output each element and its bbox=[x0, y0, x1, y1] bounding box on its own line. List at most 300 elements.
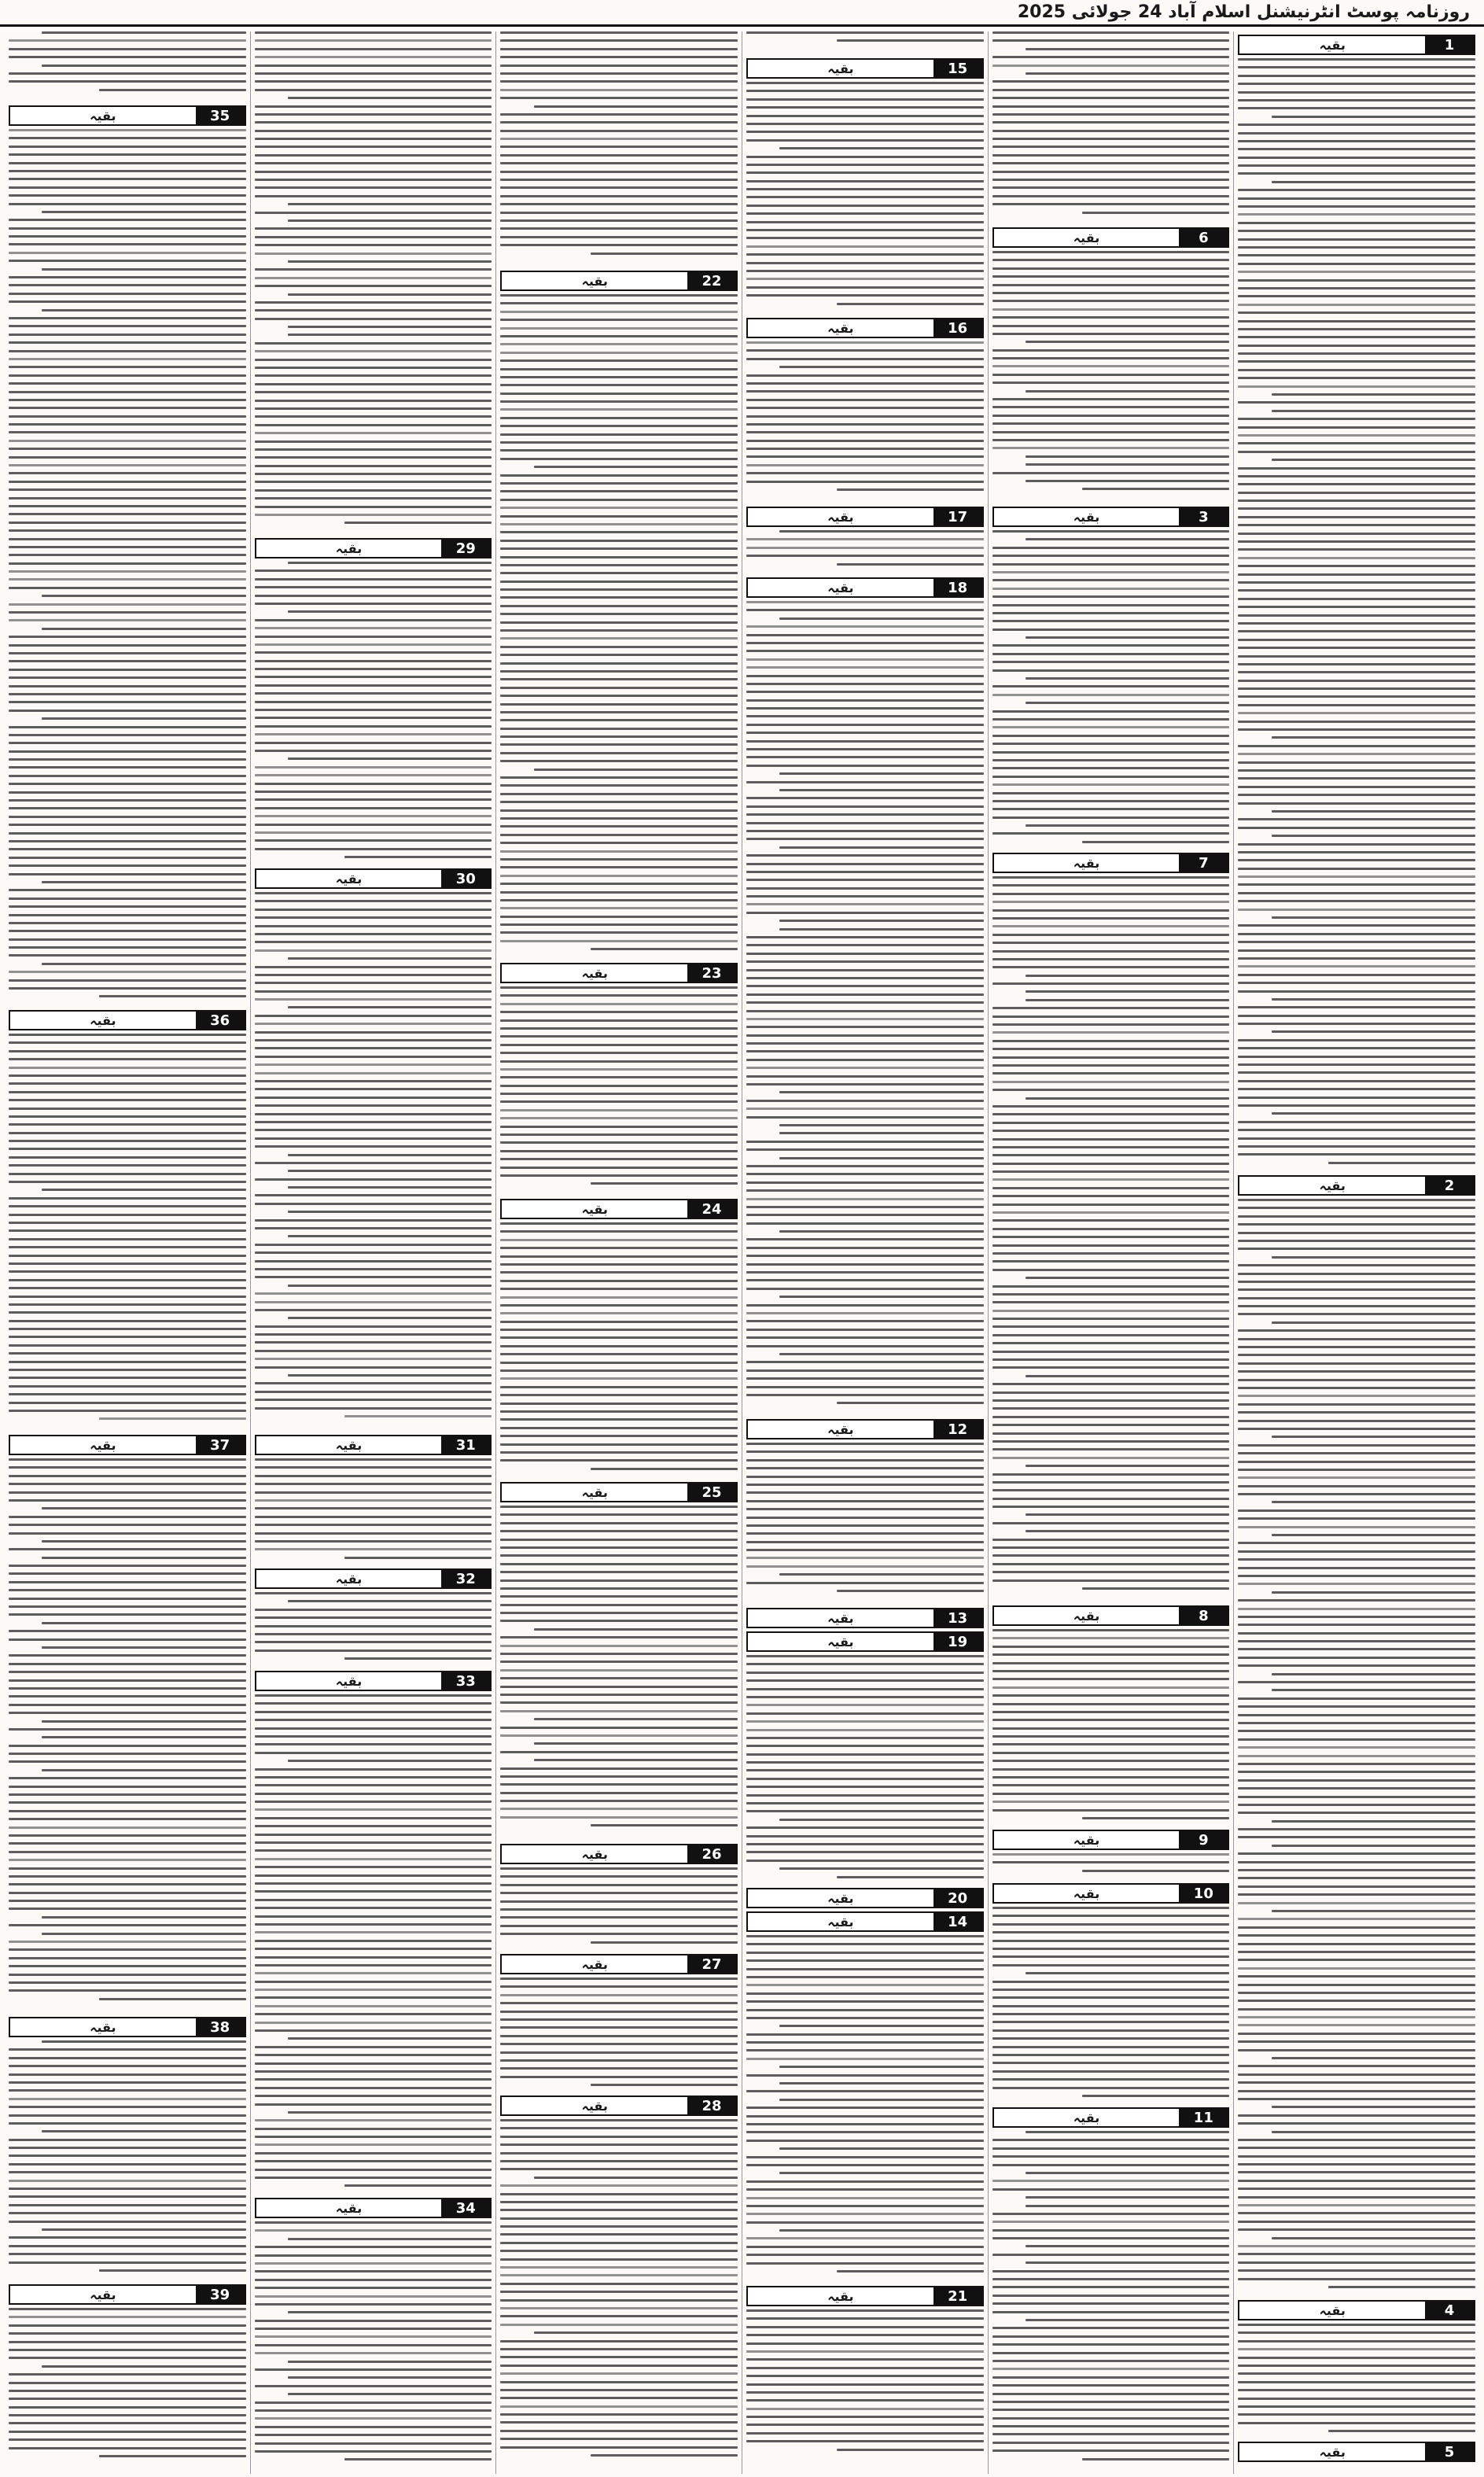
column-3 bbox=[742, 31, 988, 2474]
text-line bbox=[255, 1940, 492, 1942]
text-line bbox=[9, 382, 246, 385]
text-line bbox=[746, 2049, 984, 2051]
text-line bbox=[992, 1244, 1230, 1247]
text-line bbox=[500, 629, 738, 632]
text-line bbox=[255, 1333, 492, 1336]
text-line bbox=[779, 2172, 983, 2174]
text-line bbox=[9, 1941, 246, 1943]
article-text-4-2 bbox=[255, 892, 492, 1432]
text-line bbox=[992, 934, 1230, 936]
text-line bbox=[500, 186, 738, 189]
article-text-4-end bbox=[255, 2221, 492, 2470]
text-line bbox=[344, 1657, 492, 1660]
article-text-0-3 bbox=[1238, 2324, 1475, 2438]
text-line bbox=[255, 1882, 492, 1885]
text-line bbox=[992, 1236, 1230, 1238]
text-line bbox=[992, 2013, 1230, 2015]
text-line bbox=[9, 1875, 246, 1878]
text-line bbox=[288, 97, 492, 99]
text-line bbox=[992, 2078, 1230, 2081]
text-line bbox=[1238, 2000, 1475, 2002]
text-line bbox=[1238, 1804, 1475, 1806]
text-line bbox=[992, 2343, 1230, 2346]
text-line bbox=[1238, 1542, 1475, 1544]
text-line bbox=[9, 1402, 246, 1404]
text-line bbox=[42, 963, 245, 965]
text-line bbox=[255, 1907, 492, 1909]
text-line bbox=[1238, 1023, 1475, 1025]
text-line bbox=[591, 252, 738, 255]
text-line bbox=[9, 954, 246, 957]
text-line bbox=[1238, 2324, 1475, 2326]
text-line bbox=[1238, 647, 1475, 649]
text-line bbox=[500, 376, 738, 378]
text-line bbox=[255, 1203, 492, 1205]
text-line bbox=[746, 1541, 984, 1543]
text-line bbox=[1238, 565, 1475, 567]
text-line bbox=[779, 920, 983, 922]
text-line bbox=[992, 2352, 1230, 2354]
text-line bbox=[1238, 1885, 1475, 1888]
article-text-2-3 bbox=[746, 31, 984, 55]
text-line bbox=[500, 154, 738, 157]
continuation-label: بقیہ bbox=[502, 1484, 687, 1501]
text-line bbox=[746, 440, 984, 442]
text-line bbox=[992, 203, 1230, 205]
text-line bbox=[500, 1800, 738, 1802]
continuation-number: 27 bbox=[687, 1955, 736, 1973]
text-line bbox=[500, 2405, 738, 2408]
text-line bbox=[500, 1900, 738, 1903]
text-line bbox=[500, 1394, 738, 1396]
text-line bbox=[9, 407, 246, 409]
text-line bbox=[255, 39, 492, 42]
text-line bbox=[1238, 1869, 1475, 1871]
text-line bbox=[9, 840, 246, 842]
text-line bbox=[255, 342, 492, 345]
text-line bbox=[255, 1483, 492, 1485]
continuation-number: 31 bbox=[441, 1436, 490, 1454]
continuation-label: بقیہ bbox=[256, 1570, 442, 1587]
text-line bbox=[746, 180, 984, 182]
text-line bbox=[746, 781, 984, 783]
text-line bbox=[746, 1255, 984, 1257]
text-line bbox=[779, 846, 983, 849]
text-line bbox=[500, 31, 738, 34]
text-line bbox=[837, 303, 984, 305]
text-line bbox=[1238, 2413, 1475, 2416]
text-line bbox=[500, 1271, 738, 1274]
text-line bbox=[746, 423, 984, 426]
text-line bbox=[1238, 507, 1475, 510]
text-line bbox=[255, 2229, 492, 2232]
text-line bbox=[1238, 352, 1475, 355]
text-line bbox=[746, 1476, 984, 1478]
text-line bbox=[992, 1678, 1230, 1680]
text-line bbox=[500, 219, 738, 222]
text-line bbox=[1238, 304, 1475, 306]
text-line bbox=[9, 1867, 246, 1870]
text-line bbox=[9, 2414, 246, 2416]
text-line bbox=[255, 1251, 492, 1254]
text-line bbox=[500, 1636, 738, 1638]
text-line bbox=[779, 530, 983, 533]
text-line bbox=[500, 2324, 738, 2326]
text-line bbox=[9, 293, 246, 295]
text-line bbox=[746, 601, 984, 603]
text-line bbox=[746, 805, 984, 808]
text-line bbox=[500, 458, 738, 460]
article-text-5-end bbox=[9, 2308, 246, 2470]
text-line bbox=[500, 1677, 738, 1679]
text-line bbox=[992, 876, 1230, 879]
text-line bbox=[42, 1540, 245, 1543]
text-line bbox=[500, 2438, 738, 2440]
text-line bbox=[992, 2062, 1230, 2064]
text-line bbox=[992, 1989, 1230, 1991]
text-line bbox=[746, 221, 984, 223]
text-line bbox=[9, 497, 246, 499]
text-line bbox=[500, 244, 738, 246]
text-line bbox=[992, 39, 1230, 42]
text-line bbox=[992, 942, 1230, 944]
text-line bbox=[9, 1605, 246, 1608]
text-line bbox=[255, 1956, 492, 1959]
text-line bbox=[9, 824, 246, 826]
continuation-badge bbox=[992, 1605, 1230, 1626]
text-line bbox=[746, 985, 984, 987]
text-line bbox=[779, 1157, 983, 1159]
text-line bbox=[1238, 941, 1475, 943]
text-line bbox=[1238, 2033, 1475, 2035]
continuation-label: بقیہ bbox=[10, 2018, 196, 2036]
text-line bbox=[9, 1336, 246, 1338]
text-line bbox=[992, 1539, 1230, 1541]
text-line bbox=[746, 830, 984, 832]
article-text-3-6 bbox=[500, 1978, 738, 2092]
text-line bbox=[746, 2424, 984, 2426]
text-line bbox=[1238, 2331, 1475, 2334]
text-line bbox=[9, 1524, 246, 1526]
text-line bbox=[9, 1965, 246, 1967]
text-line bbox=[1238, 2081, 1475, 2084]
text-line bbox=[746, 715, 984, 717]
text-line bbox=[746, 407, 984, 409]
text-line bbox=[1238, 499, 1475, 502]
text-line bbox=[9, 554, 246, 556]
text-line bbox=[42, 268, 245, 271]
text-line bbox=[746, 1050, 984, 1052]
text-line bbox=[1238, 622, 1475, 625]
text-line bbox=[1238, 1526, 1475, 1528]
text-line bbox=[9, 505, 246, 507]
text-line bbox=[255, 154, 492, 157]
article-text-1-5 bbox=[992, 1853, 1230, 1880]
text-line bbox=[1238, 581, 1475, 584]
text-line bbox=[746, 666, 984, 669]
text-line bbox=[992, 2302, 1230, 2305]
text-line bbox=[746, 1312, 984, 1314]
text-line bbox=[992, 2417, 1230, 2420]
text-line bbox=[992, 1498, 1230, 1500]
text-line bbox=[992, 1285, 1230, 1288]
text-line bbox=[1238, 475, 1475, 477]
text-line bbox=[779, 789, 983, 791]
text-line bbox=[1272, 916, 1475, 919]
text-line bbox=[9, 80, 246, 83]
text-line bbox=[255, 684, 492, 687]
text-line bbox=[1238, 2381, 1475, 2383]
text-line bbox=[992, 130, 1230, 132]
text-line bbox=[500, 1443, 738, 1446]
text-line bbox=[746, 2107, 984, 2109]
text-line bbox=[1238, 1943, 1475, 1945]
text-line bbox=[9, 1229, 246, 1232]
text-line bbox=[992, 909, 1230, 912]
text-line bbox=[746, 139, 984, 142]
text-line bbox=[992, 2180, 1230, 2182]
text-line bbox=[746, 253, 984, 256]
text-line bbox=[746, 294, 984, 297]
text-line bbox=[9, 2114, 246, 2117]
text-line bbox=[1238, 761, 1475, 764]
continuation-badge bbox=[500, 1954, 738, 1974]
continuation-badge bbox=[746, 577, 984, 598]
text-line bbox=[1238, 2122, 1475, 2125]
text-line bbox=[500, 1775, 738, 1778]
text-line bbox=[500, 907, 738, 909]
text-line bbox=[255, 1121, 492, 1123]
text-line bbox=[9, 56, 246, 58]
text-line bbox=[746, 1361, 984, 1363]
text-line bbox=[9, 1328, 246, 1330]
text-line bbox=[255, 1524, 492, 1526]
text-line bbox=[746, 1851, 984, 1853]
text-line bbox=[992, 726, 1230, 728]
text-line bbox=[992, 56, 1230, 58]
text-line bbox=[1238, 1624, 1475, 1626]
text-line bbox=[255, 1491, 492, 1494]
text-line bbox=[1238, 1755, 1475, 1757]
text-line bbox=[1238, 2065, 1475, 2067]
text-line bbox=[9, 350, 246, 352]
text-line bbox=[9, 1786, 246, 1788]
text-line bbox=[1026, 2319, 1229, 2321]
text-line bbox=[500, 2225, 738, 2228]
text-line bbox=[9, 1041, 246, 1044]
text-line bbox=[746, 887, 984, 890]
text-line bbox=[255, 1268, 492, 1270]
text-line bbox=[1238, 875, 1475, 878]
text-line bbox=[1238, 1836, 1475, 1838]
text-line bbox=[9, 1344, 246, 1347]
text-line bbox=[255, 1825, 492, 1827]
text-line bbox=[255, 2320, 492, 2322]
text-line bbox=[746, 1524, 984, 1527]
text-line bbox=[992, 1752, 1230, 1754]
text-line bbox=[9, 2188, 246, 2190]
text-line bbox=[746, 188, 984, 190]
continuation-label: بقیہ bbox=[1239, 36, 1425, 53]
text-line bbox=[746, 1263, 984, 1266]
text-line bbox=[992, 1853, 1230, 1856]
text-line bbox=[500, 2076, 738, 2078]
text-line bbox=[9, 358, 246, 360]
text-line bbox=[746, 1345, 984, 1347]
text-line bbox=[746, 1663, 984, 1665]
text-line bbox=[746, 1992, 984, 1995]
text-line bbox=[9, 1613, 246, 1616]
text-line bbox=[992, 1579, 1230, 1582]
text-line bbox=[500, 1403, 738, 1405]
text-line bbox=[9, 2212, 246, 2214]
text-line bbox=[746, 2342, 984, 2345]
text-line bbox=[255, 277, 492, 279]
text-line bbox=[9, 669, 246, 671]
text-line bbox=[500, 1701, 738, 1704]
text-line bbox=[9, 1753, 246, 1755]
text-line bbox=[255, 1874, 492, 1877]
text-line bbox=[288, 1285, 492, 1287]
text-line bbox=[9, 1123, 246, 1126]
text-line bbox=[9, 2357, 246, 2359]
text-line bbox=[992, 1351, 1230, 1353]
text-line bbox=[992, 1081, 1230, 1083]
text-line bbox=[9, 1148, 246, 1150]
text-line bbox=[992, 1072, 1230, 1074]
text-line bbox=[1238, 630, 1475, 632]
text-line bbox=[255, 31, 492, 34]
text-line bbox=[746, 699, 984, 702]
text-line bbox=[746, 1001, 984, 1004]
text-line bbox=[1238, 1705, 1475, 1708]
text-line bbox=[9, 1082, 246, 1085]
text-line bbox=[9, 2406, 246, 2409]
text-line bbox=[255, 301, 492, 304]
text-line bbox=[746, 2408, 984, 2410]
text-line bbox=[255, 725, 492, 728]
continuation-badge bbox=[746, 58, 984, 79]
text-line bbox=[255, 1475, 492, 1477]
text-line bbox=[255, 1948, 492, 1950]
text-line bbox=[9, 203, 246, 205]
text-line bbox=[9, 1238, 246, 1240]
text-line bbox=[1238, 2049, 1475, 2051]
text-line bbox=[992, 431, 1230, 433]
text-line bbox=[746, 813, 984, 816]
text-line bbox=[1238, 1104, 1475, 1107]
text-line bbox=[9, 734, 246, 736]
text-line bbox=[255, 990, 492, 993]
text-line bbox=[1238, 982, 1475, 984]
text-line bbox=[500, 809, 738, 812]
text-line bbox=[255, 252, 492, 255]
text-line bbox=[746, 993, 984, 996]
text-line bbox=[255, 506, 492, 508]
continuation-badge bbox=[9, 1435, 246, 1455]
text-line bbox=[746, 90, 984, 92]
text-line bbox=[500, 65, 738, 67]
text-line bbox=[1238, 132, 1475, 135]
column-2 bbox=[988, 31, 1234, 2474]
text-line bbox=[500, 2397, 738, 2399]
text-line bbox=[9, 1745, 246, 1747]
text-line bbox=[255, 1219, 492, 1222]
text-line bbox=[1238, 909, 1475, 911]
text-line bbox=[746, 2334, 984, 2336]
text-line bbox=[500, 1867, 738, 1870]
text-line bbox=[746, 1704, 984, 1706]
continuation-badge bbox=[9, 2017, 246, 2037]
text-line bbox=[746, 1271, 984, 1274]
text-line bbox=[1328, 1162, 1475, 1164]
article-text-2-0 bbox=[746, 601, 984, 1416]
text-line bbox=[992, 2433, 1230, 2435]
text-line bbox=[255, 2279, 492, 2281]
text-line bbox=[992, 138, 1230, 140]
text-line bbox=[500, 130, 738, 132]
text-line bbox=[992, 398, 1230, 400]
text-line bbox=[992, 422, 1230, 425]
text-line bbox=[746, 382, 984, 385]
text-line bbox=[1272, 1534, 1475, 1536]
text-line bbox=[746, 1042, 984, 1045]
text-line bbox=[746, 895, 984, 898]
text-line bbox=[9, 938, 246, 941]
continuation-label: بقیہ bbox=[748, 60, 933, 77]
text-line bbox=[746, 936, 984, 938]
text-line bbox=[534, 769, 738, 771]
text-line bbox=[255, 2078, 492, 2081]
text-line bbox=[255, 130, 492, 132]
text-line bbox=[255, 1516, 492, 1518]
text-line bbox=[288, 326, 492, 328]
text-line bbox=[255, 1641, 492, 1643]
text-line bbox=[9, 676, 246, 679]
text-line bbox=[746, 415, 984, 418]
text-line bbox=[500, 2372, 738, 2375]
text-line bbox=[500, 1239, 738, 1241]
text-line bbox=[500, 2184, 738, 2187]
text-line bbox=[500, 1247, 738, 1249]
text-line bbox=[746, 1083, 984, 1086]
text-line bbox=[1238, 2340, 1475, 2342]
text-line bbox=[9, 464, 246, 466]
text-line bbox=[500, 1451, 738, 1454]
text-line bbox=[9, 48, 246, 50]
text-line bbox=[255, 432, 492, 434]
text-line bbox=[500, 1019, 738, 1022]
text-line bbox=[9, 1156, 246, 1159]
continuation-label: بقیہ bbox=[748, 1913, 933, 1930]
text-line bbox=[1238, 2212, 1475, 2214]
text-line bbox=[9, 1981, 246, 1984]
text-line bbox=[500, 1076, 738, 1078]
text-line bbox=[9, 2253, 246, 2255]
text-line bbox=[9, 1287, 246, 1289]
continuation-badge bbox=[1238, 35, 1475, 55]
text-line bbox=[500, 646, 738, 648]
text-line bbox=[500, 850, 738, 853]
text-line bbox=[500, 1167, 738, 1169]
continuation-number: 19 bbox=[933, 1633, 982, 1650]
text-line bbox=[1026, 677, 1229, 680]
text-line bbox=[255, 1382, 492, 1384]
text-line bbox=[746, 912, 984, 914]
text-line bbox=[255, 2119, 492, 2121]
text-line bbox=[9, 538, 246, 540]
text-line bbox=[500, 1296, 738, 1299]
